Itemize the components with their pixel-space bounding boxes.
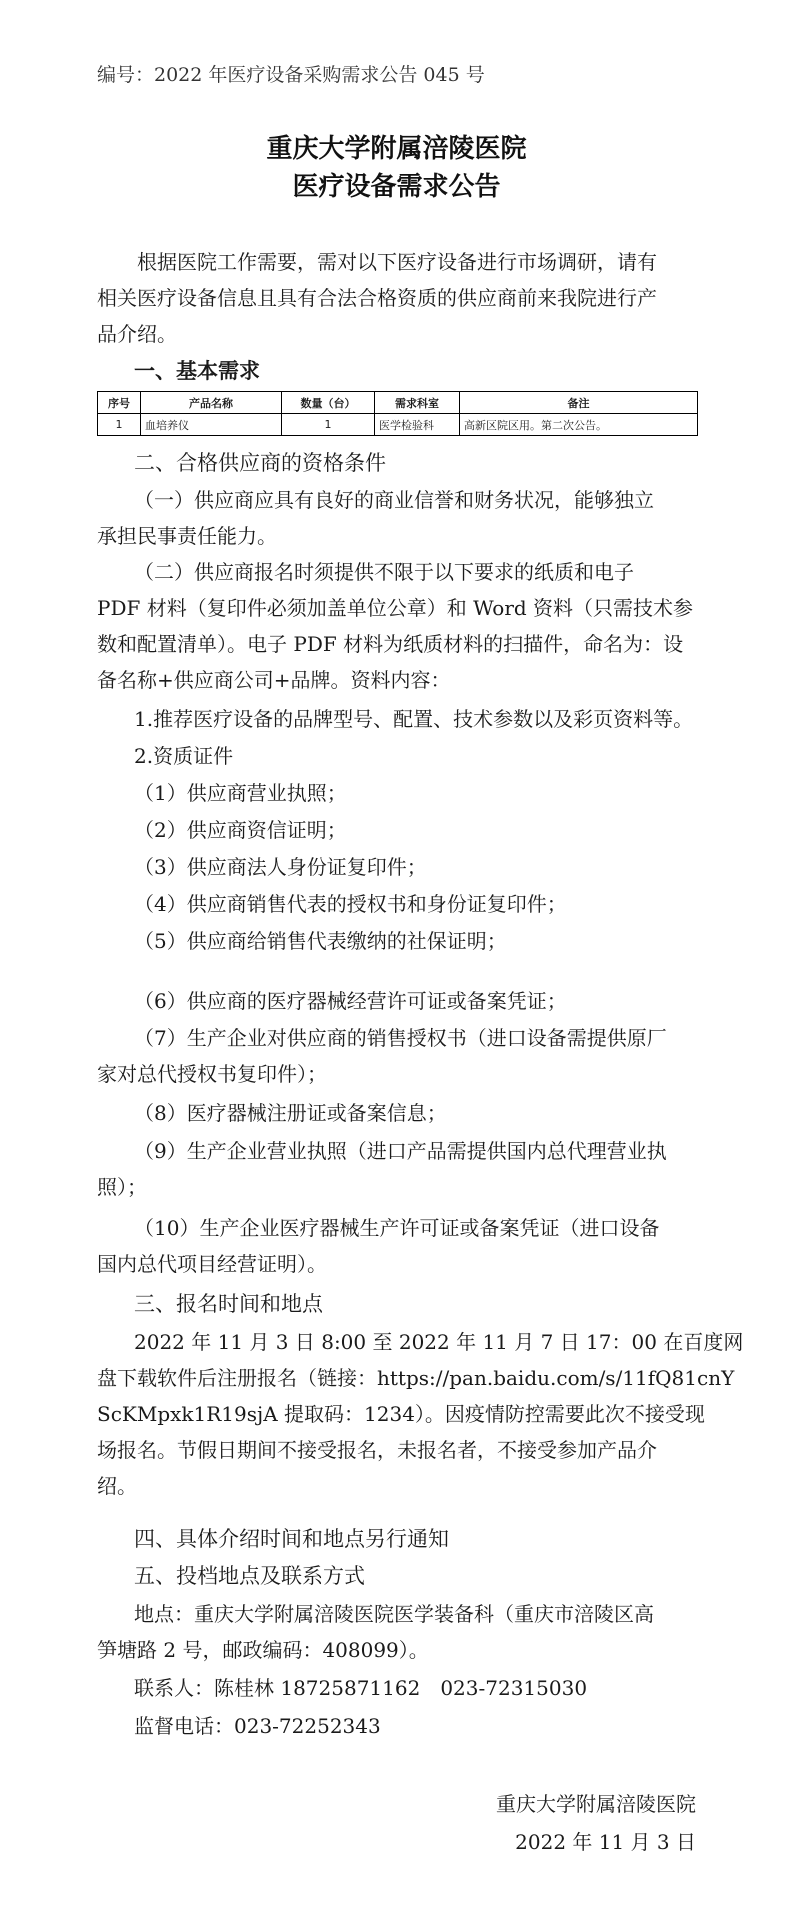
section-heading-contact: 五、投档地点及联系方式: [134, 1564, 365, 1588]
body-line: 笋塘路 2 号，邮政编码：408099）。: [97, 1638, 429, 1662]
body-line: （9）生产企业营业执照（进口产品需提供国内总代理营业执: [134, 1139, 667, 1163]
section-heading-registration: 三、报名时间和地点: [134, 1292, 323, 1316]
body-line: 联系人：陈桂林 18725871162 023-72315030: [134, 1676, 588, 1700]
section-heading-qualifications: 二、合格供应商的资格条件: [134, 451, 386, 475]
body-line: （1）供应商营业执照；: [134, 781, 347, 805]
body-line: （2）供应商资信证明；: [134, 818, 347, 842]
body-line: （二）供应商报名时须提供不限于以下要求的纸质和电子: [134, 560, 634, 584]
body-line: 国内总代项目经营证明）。: [97, 1252, 327, 1276]
table-cell: 医学检验科: [375, 414, 460, 436]
body-line: 监督电话：023-72252343: [134, 1714, 381, 1738]
body-line: 地点：重庆大学附属涪陵医院医学装备科（重庆市涪陵区高: [134, 1602, 654, 1626]
table-cell: 血培养仪: [141, 414, 282, 436]
body-line: （3）供应商法人身份证复印件；: [134, 855, 427, 879]
section-heading-schedule: 四、具体介绍时间和地点另行通知: [134, 1527, 449, 1551]
body-line: （10）生产企业医疗器械生产许可证或备案凭证（进口设备: [134, 1216, 660, 1240]
page-subtitle: 医疗设备需求公告: [292, 172, 501, 202]
table-cell: 1: [282, 414, 375, 436]
body-line: 2.资质证件: [134, 744, 234, 768]
intro-line: 品介绍。: [97, 322, 177, 346]
body-line: 2022 年 11 月 3 日 8:00 至 2022 年 11 月 7 日 17：00 在百度网: [134, 1330, 744, 1354]
table-row: [98, 414, 698, 436]
body-line: （一）供应商应具有良好的商业信誉和财务状况，能够独立: [134, 488, 654, 512]
body-line: PDF 材料（复印件必须加盖单位公章）和 Word 资料（只需技术参: [97, 596, 694, 620]
col-header: 需求科室: [375, 392, 460, 414]
body-line: 绍。: [97, 1474, 137, 1498]
body-line: （7）生产企业对供应商的销售授权书（进口设备需提供原厂: [134, 1026, 667, 1050]
section-heading-basic-needs: 一、基本需求: [134, 359, 260, 383]
body-line: （6）供应商的医疗器械经营许可证或备案凭证；: [134, 989, 567, 1013]
body-line: 场报名。节假日期间不接受报名，未报名者，不接受参加产品介: [97, 1438, 657, 1462]
body-line: ScKMpxk1R19sjA 提取码：1234）。因疫情防控需要此次不接受现: [97, 1402, 705, 1426]
table-cell: 1: [98, 414, 141, 436]
body-line: （4）供应商销售代表的授权书和身份证复印件；: [134, 892, 567, 916]
col-header: 产品名称: [141, 392, 282, 414]
document-number: 编号：2022 年医疗设备采购需求公告 045 号: [97, 64, 485, 86]
intro-line: 相关医疗设备信息且具有合法合格资质的供应商前来我院进行产: [97, 286, 657, 310]
page-title: 重庆大学附属涪陵医院: [266, 134, 527, 164]
body-line: （5）供应商给销售代表缴纳的社保证明；: [134, 929, 507, 953]
requirements-table: [97, 391, 698, 436]
signature-date: 2022 年 11 月 3 日: [515, 1830, 696, 1854]
body-line: 承担民事责任能力。: [97, 524, 277, 548]
signature-organization: 重庆大学附属涪陵医院: [496, 1792, 696, 1816]
intro-line: 根据医院工作需要，需对以下医疗设备进行市场调研，请有: [137, 250, 657, 274]
col-header: 数量（台）: [282, 392, 375, 414]
body-line: 备名称+供应商公司+品牌。资料内容：: [97, 668, 451, 692]
table-cell: 高新区院区用。第二次公告。: [460, 414, 698, 436]
body-line: （8）医疗器械注册证或备案信息；: [134, 1101, 447, 1125]
col-header: 备注: [460, 392, 698, 414]
body-line: 家对总代授权书复印件）；: [97, 1062, 327, 1086]
col-header: 序号: [98, 392, 141, 414]
body-line: 盘下载软件后注册报名（链接：https://pan.baidu.com/s/11fQ81cnY: [97, 1366, 735, 1390]
body-line: 照）；: [97, 1175, 147, 1199]
body-line: 数和配置清单）。电子 PDF 材料为纸质材料的扫描件，命名为：设: [97, 632, 684, 656]
body-line: 1.推荐医疗设备的品牌型号、配置、技术参数以及彩页资料等。: [134, 707, 694, 731]
table-header-row: [98, 392, 698, 414]
